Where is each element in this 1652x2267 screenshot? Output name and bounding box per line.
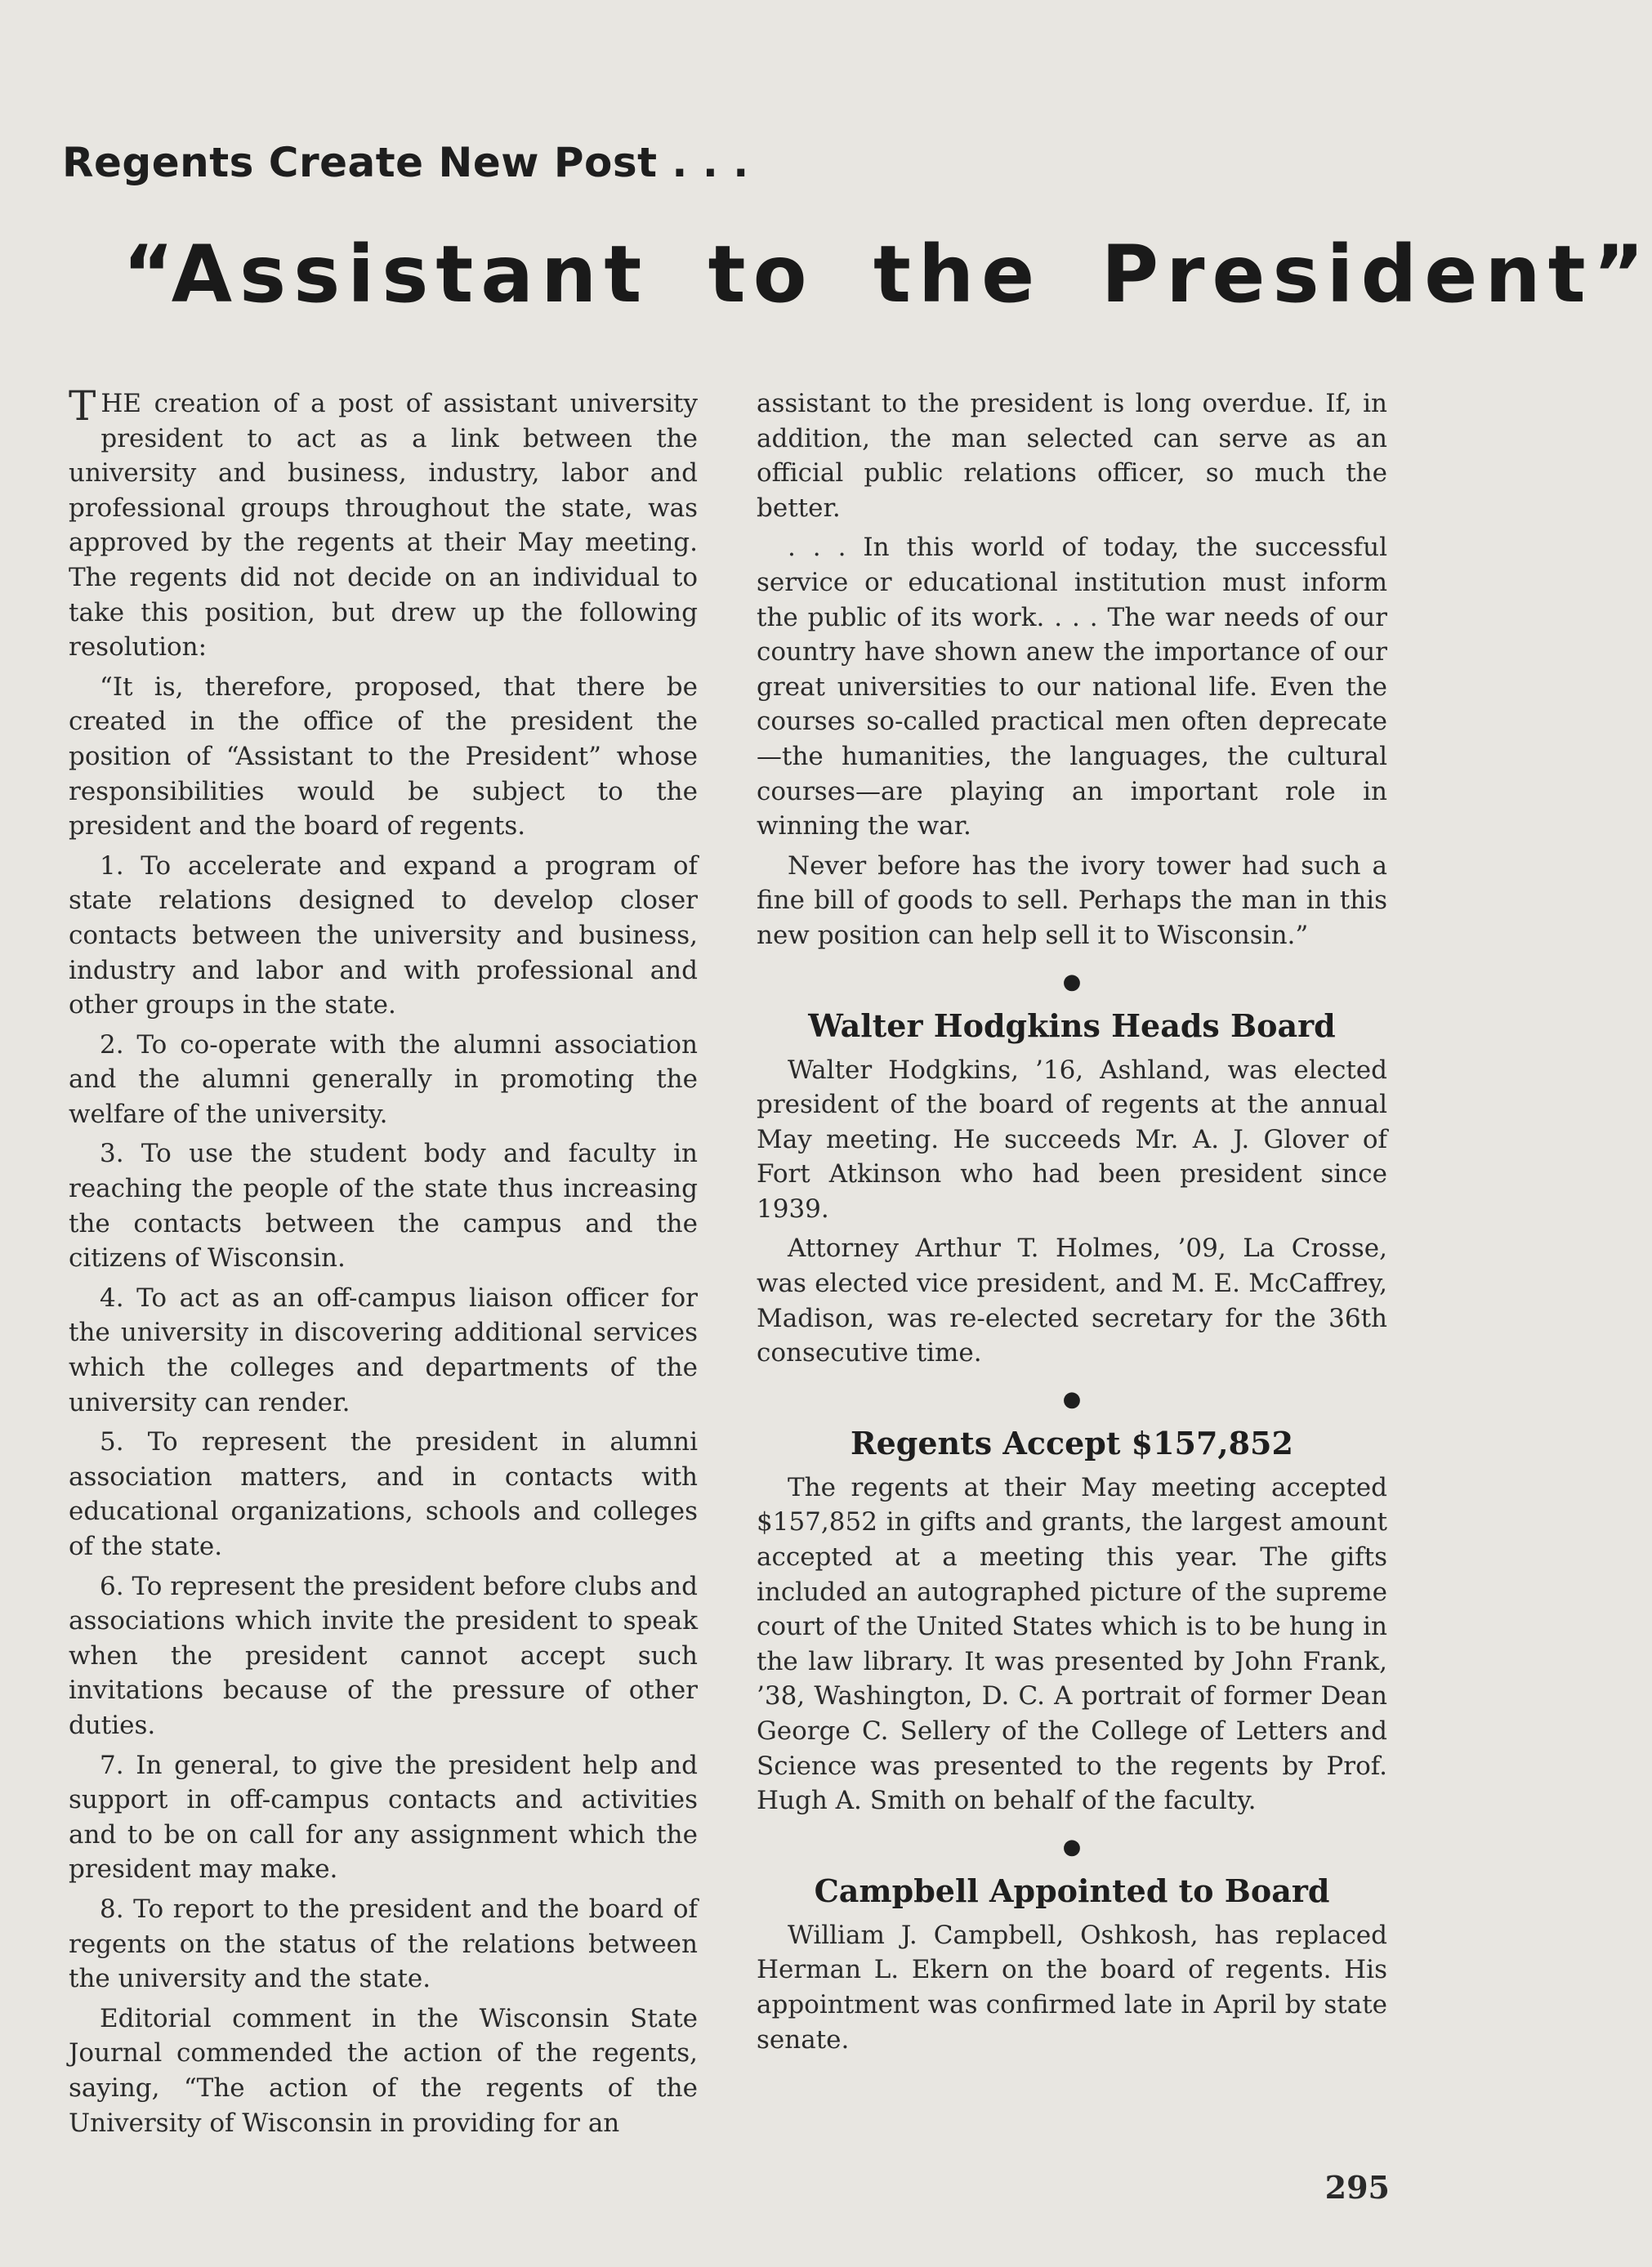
editorial-continuation-1: assistant to the president is long overdue. If, in addition, the man selected can serve as an official public relations officer, so much the better.	[757, 389, 1387, 523]
article-headline: “Assistant to the President”	[123, 229, 1652, 320]
editorial-continuation-3: Never before has the ivory tower had such a fine bill of goods to sell. Perhaps the man in this new position can help sell it to Wisconsin.”	[757, 850, 1387, 950]
lead-paragraph-text: HE creation of a post of assistant university president to act as a link between the university and business, industry, labor and professional groups throughout the state, was approved by the regents at their May meeting. The regents did not decide on an individual to take this position, but drew up the following resolution:	[69, 389, 698, 663]
hodgkins-paragraph-2: Attorney Arthur T. Holmes, ’09, La Crosse, was elected vice president, and M. E. McCaffrey, Madison, was re-elected secretary for the 36th consecutive time.	[757, 1234, 1387, 1368]
drop-cap: T	[69, 382, 96, 430]
section-heading-campbell: Campbell Appointed to Board	[814, 1872, 1330, 1909]
resolution-item-4: 4. To act as an off-campus liaison officer for the university in discovering additional services which the colleges and departments of the university can render.	[69, 1283, 698, 1417]
resolution-item-8: 8. To report to the president and the board of regents on the status of the relations between the university and the state.	[69, 1894, 698, 1994]
resolution-item-3: 3. To use the student body and faculty in reaching the people of the state thus increasing the contacts between the campus and the citizens of Wisconsin.	[69, 1139, 698, 1274]
lead-paragraph	[69, 382, 698, 665]
resolution-item-7: 7. In general, to give the president help and support in off-campus contacts and activities and to be on call for any assignment which the president may make.	[69, 1750, 698, 1885]
editorial-comment-paragraph: Editorial comment in the Wisconsin State Journal commended the action of the regents, saying, “The action of the regents of the University of Wisconsin in providing for an	[69, 2003, 698, 2138]
resolution-item-1: 1. To accelerate and expand a program of state relations designed to develop closer contacts between the university and business, industry and labor and with professional and other groups in the state.	[69, 850, 698, 1020]
kicker-heading: Regents Create New Post . . .	[62, 139, 749, 186]
section-heading-hodgkins: Walter Hodgkins Heads Board	[808, 1006, 1336, 1044]
page-number: 295	[1324, 2169, 1390, 2206]
resolution-item-2: 2. To co-operate with the alumni association and the alumni generally in promoting the welfare of the university.	[69, 1029, 698, 1129]
editorial-continuation-2: . . . In this world of today, the successful service or educational institution must inform the public of its work. . . . The war needs of our country have shown anew the importance of our great universities to our national life. Even the courses so-called practical men often deprecate—the humanities, the languages, the cultural courses—are playing an important role in winning the war.	[757, 533, 1387, 841]
right-column	[757, 386, 1387, 2062]
left-column	[69, 382, 698, 2145]
hodgkins-paragraph-1: Walter Hodgkins, ’16, Ashland, was elected president of the board of regents at the annual May meeting. He succeeds Mr. A. J. Glover of Fort Atkinson who had been president since 1939.	[757, 1055, 1387, 1224]
resolution-item-5: 5. To represent the president in alumni association matters, and in contacts with educational organizations, schools and colleges of the state.	[69, 1427, 698, 1561]
resolution-item-6: 6. To represent the president before clubs and associations which invite the president to speak when the president cannot accept such invitations because of the pressure of other duties.	[69, 1571, 698, 1740]
gifts-paragraph: The regents at their May meeting accepted $157,852 in gifts and grants, the largest amount accepted at a meeting this year. The gifts included an autographed picture of the supreme court of the United States which is to be hung in the law library. It was presented by John Frank, ’38, Washington, D. C. A portrait of former Dean George C. Sellery of the College of Letters and Science was presented to the regents by Prof. Hugh A. Smith on behalf of the faculty.	[757, 1472, 1387, 1816]
resolution-intro: “It is, therefore, proposed, that there be created in the office of the president the position of “Assistant to the President” whose responsibilities would be subject to the president and the board of regents.	[69, 672, 698, 841]
section-bullet: ●	[1062, 1386, 1082, 1412]
section-heading-gifts: Regents Accept $157,852	[851, 1424, 1293, 1462]
campbell-paragraph: William J. Campbell, Oshkosh, has replaced Herman L. Ekern on the board of regents. His appointment was confirmed late in April by state senate.	[757, 1920, 1387, 2055]
section-bullet: ●	[1062, 1834, 1082, 1859]
section-bullet: ●	[1062, 969, 1082, 994]
